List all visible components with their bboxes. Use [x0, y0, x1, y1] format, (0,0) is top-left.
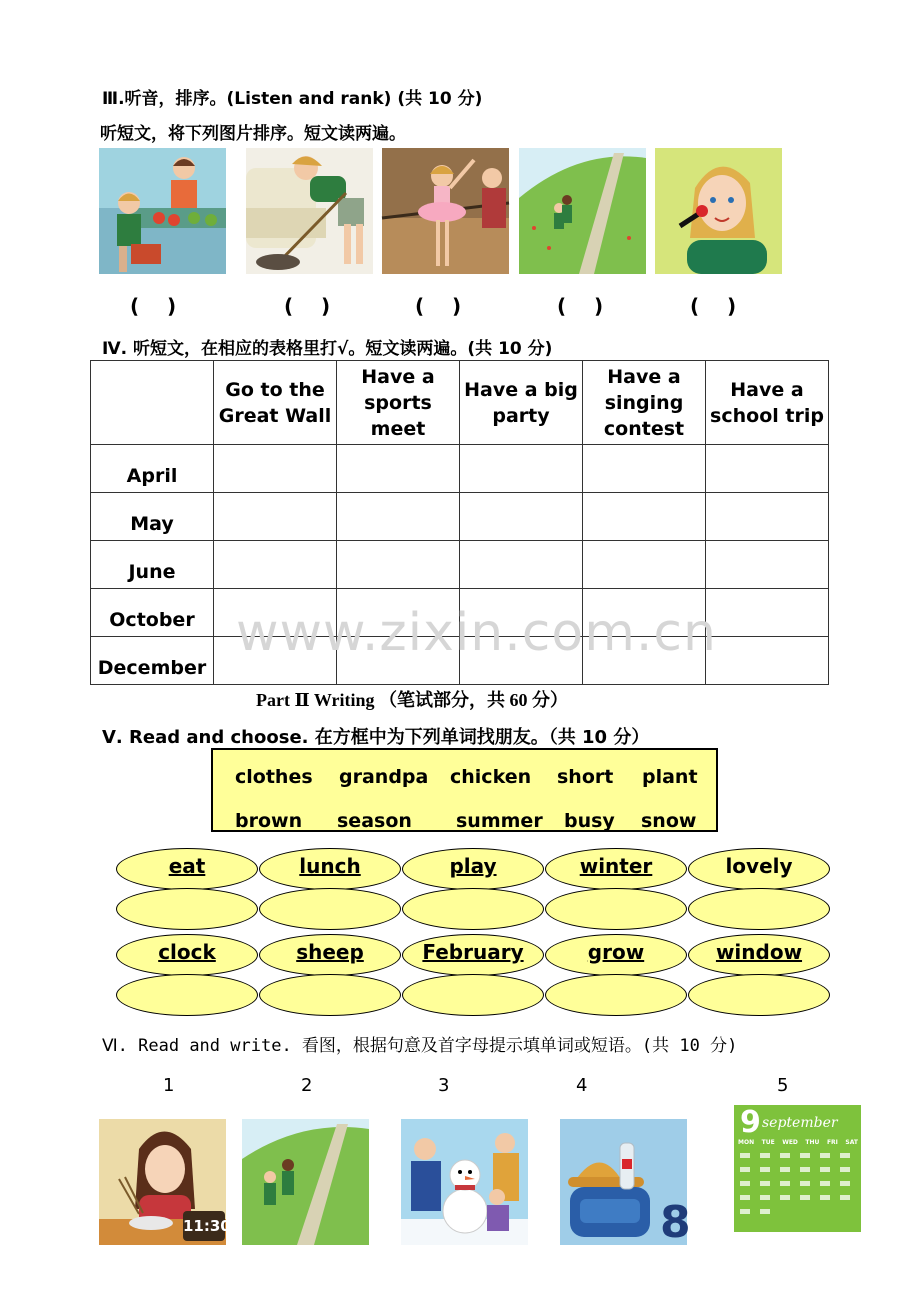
- market-shopping-picture: [99, 148, 226, 274]
- answer-blank-1[interactable]: ( ): [130, 294, 177, 318]
- calendar-month-number: 9: [740, 1105, 761, 1140]
- month-label: April: [91, 445, 214, 493]
- month-label: May: [91, 493, 214, 541]
- answer-blank-2[interactable]: ( ): [284, 294, 331, 318]
- check-cell[interactable]: [706, 541, 829, 589]
- section-4-title: Ⅳ. 听短文，在相应的表格里打√。短文读两遍。(共 10 分): [102, 339, 553, 359]
- clock-display: 11:30: [183, 1211, 225, 1241]
- check-cell[interactable]: [337, 445, 460, 493]
- answer-oval[interactable]: [116, 888, 258, 930]
- word-box: [211, 748, 718, 832]
- hill-climbing-picture: [519, 148, 646, 274]
- answer-blank-5[interactable]: ( ): [690, 294, 737, 318]
- watermark: www.zixin.com.cn: [236, 603, 717, 663]
- check-cell[interactable]: [583, 541, 706, 589]
- picture-number: 4: [576, 1075, 588, 1096]
- word-oval: eat: [116, 848, 258, 890]
- word-oval: winter: [545, 848, 687, 890]
- check-cell[interactable]: [706, 637, 829, 685]
- column-header: Go to the Great Wall: [214, 361, 337, 445]
- check-cell[interactable]: [214, 493, 337, 541]
- column-header: Have a singing contest: [583, 361, 706, 445]
- answer-oval[interactable]: [688, 974, 830, 1016]
- answer-oval[interactable]: [545, 888, 687, 930]
- word-box-word: clothes: [235, 766, 313, 788]
- answer-oval[interactable]: [402, 974, 544, 1016]
- picture-number: 5: [777, 1075, 789, 1096]
- singing-picture: [655, 148, 782, 274]
- answer-oval[interactable]: [402, 888, 544, 930]
- word-oval: lovely: [688, 848, 830, 890]
- check-cell[interactable]: [706, 493, 829, 541]
- calendar-picture: [734, 1105, 861, 1232]
- check-cell[interactable]: [460, 541, 583, 589]
- answer-oval[interactable]: [116, 974, 258, 1016]
- climbing-hill-picture: [242, 1119, 369, 1245]
- month-label: December: [91, 637, 214, 685]
- check-cell[interactable]: [214, 541, 337, 589]
- month-label: October: [91, 589, 214, 637]
- picture-number: 3: [438, 1075, 450, 1096]
- word-box-word: snow: [641, 810, 697, 832]
- column-header: Have a sports meet: [337, 361, 460, 445]
- calendar-weekdays: MON TUE WED THU FRI SAT: [738, 1139, 858, 1146]
- section-3-instruction: 听短文，将下列图片排序。短文读两遍。: [100, 124, 406, 144]
- word-box-word: short: [557, 766, 614, 788]
- column-header: Have a big party: [460, 361, 583, 445]
- picture-number: 2: [301, 1075, 313, 1096]
- word-oval: window: [688, 934, 830, 976]
- calendar-month-name: september: [762, 1115, 838, 1131]
- school-bag-picture: [560, 1119, 691, 1248]
- month-label: June: [91, 541, 214, 589]
- word-oval: February: [402, 934, 544, 976]
- snowman-picture: [401, 1119, 528, 1245]
- ballet-dance-picture: [382, 148, 509, 274]
- word-oval: clock: [116, 934, 258, 976]
- lunch-time-picture: [99, 1119, 231, 1245]
- corner-cell: [91, 361, 214, 445]
- word-oval: play: [402, 848, 544, 890]
- word-box-word: grandpa: [339, 766, 429, 788]
- section-6-title: Ⅵ. Read and write. 看图，根据句意及首字母提示填单词或短语。(共 10 分): [102, 1036, 738, 1056]
- section-3-title: Ⅲ.听音，排序。(Listen and rank) (共 10 分): [102, 89, 483, 109]
- answer-oval[interactable]: [545, 974, 687, 1016]
- word-box-word: chicken: [450, 766, 532, 788]
- answer-oval[interactable]: [688, 888, 830, 930]
- word-box-word: busy: [564, 810, 615, 832]
- column-header: Have a school trip: [706, 361, 829, 445]
- answer-blank-3[interactable]: ( ): [415, 294, 462, 318]
- sweeping-floor-picture: [246, 148, 373, 274]
- check-cell[interactable]: [583, 445, 706, 493]
- check-cell[interactable]: [706, 445, 829, 493]
- check-cell[interactable]: [706, 589, 829, 637]
- word-box-word: brown: [235, 810, 303, 832]
- check-cell[interactable]: [460, 445, 583, 493]
- answer-blank-4[interactable]: ( ): [557, 294, 604, 318]
- picture-number: 1: [163, 1075, 175, 1096]
- answer-oval[interactable]: [259, 974, 401, 1016]
- word-box-word: season: [337, 810, 412, 832]
- word-oval: sheep: [259, 934, 401, 976]
- section-5-title: Ⅴ. Read and choose. 在方框中为下列单词找朋友。（共 10 分）: [102, 727, 650, 748]
- check-cell[interactable]: [337, 541, 460, 589]
- word-box-word: summer: [456, 810, 543, 832]
- word-box-word: plant: [642, 766, 698, 788]
- check-cell[interactable]: [337, 493, 460, 541]
- check-cell[interactable]: [583, 493, 706, 541]
- svg-text:8: 8: [660, 1197, 691, 1248]
- word-oval: grow: [545, 934, 687, 976]
- part-2-heading: Part Ⅱ Writing （笔试部分，共 60 分）: [256, 690, 568, 710]
- check-cell[interactable]: [214, 445, 337, 493]
- check-cell[interactable]: [460, 493, 583, 541]
- answer-oval[interactable]: [259, 888, 401, 930]
- word-oval: lunch: [259, 848, 401, 890]
